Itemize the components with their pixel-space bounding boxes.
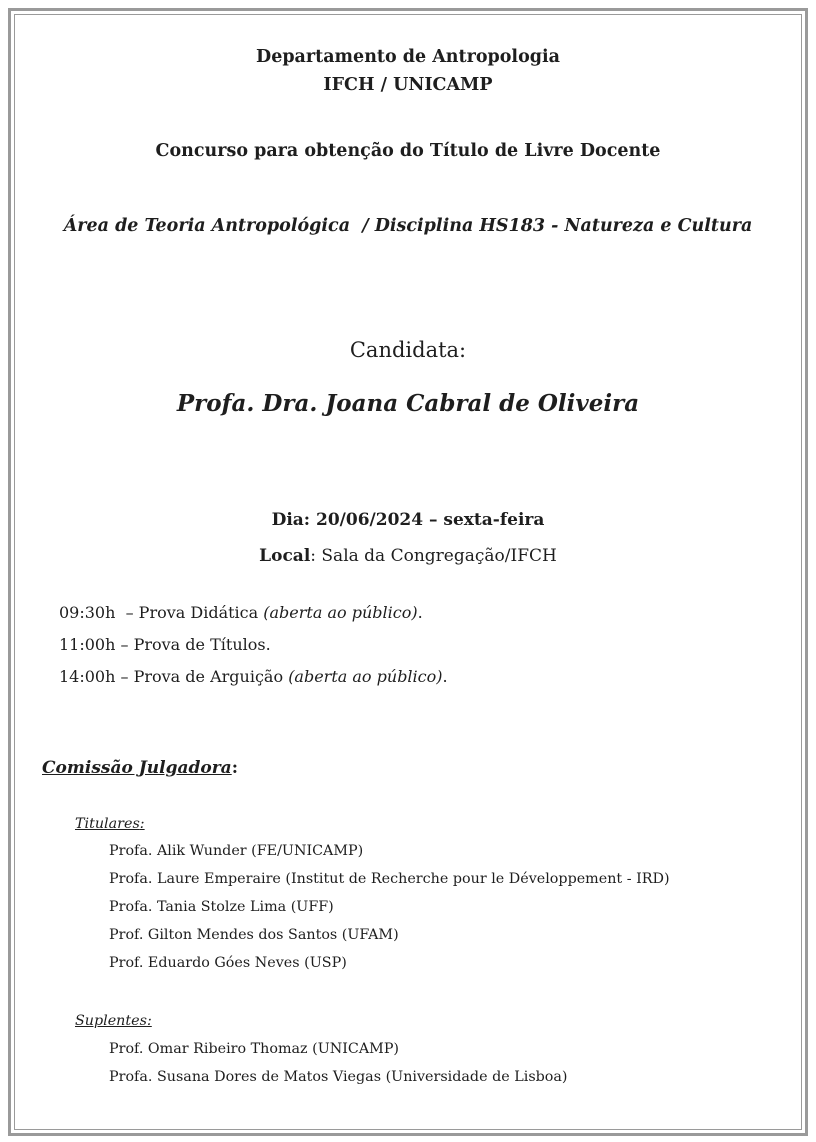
schedule-item [59, 603, 423, 622]
list-item: Prof. Eduardo Góes Neves (USP) [109, 955, 347, 971]
candidate-name: Profa. Dra. Joana Cabral de Oliveira [176, 390, 640, 417]
suplentes-label: Suplentes: [75, 1013, 152, 1029]
list-item: Profa. Susana Dores de Matos Viegas (Universidade de Lisboa) [109, 1069, 568, 1085]
list-item: Profa. Alik Wunder (FE/UNICAMP) [109, 843, 364, 859]
committee-colon: : [231, 758, 238, 778]
committee-heading [42, 758, 238, 778]
department-title: Departamento de Antropologia [256, 47, 560, 67]
suplentes-label-text: Suplentes [75, 1013, 147, 1029]
candidate-label: Candidata: [349, 338, 467, 362]
list-item: Profa. Tania Stolze Lima (UFF) [109, 899, 334, 915]
schedule-time: 09:30h [59, 603, 121, 622]
list-item: Profa. Laure Emperaire (Institut de Recherche pour le Développement - IRD) [109, 871, 670, 887]
schedule-item [59, 667, 448, 686]
list-item: Prof. Omar Ribeiro Thomaz (UNICAMP) [109, 1041, 400, 1057]
committee-title: Comissão Julgadora [42, 758, 232, 778]
schedule-item [59, 635, 271, 654]
event-date: Dia: 20/06/2024 – sexta-feira [271, 510, 545, 530]
schedule-text: – Prova de Títulos. [115, 635, 271, 654]
schedule-time: 14:00h [59, 667, 116, 686]
schedule-end: . [442, 667, 448, 686]
schedule-text: – Prova Didática [120, 603, 264, 622]
location-label: Local [259, 546, 311, 566]
contest-title: Concurso para obtenção do Título de Livre Docente [155, 141, 661, 161]
list-item: Prof. Gilton Mendes dos Santos (UFAM) [109, 927, 399, 943]
institution-title: IFCH / UNICAMP [323, 75, 493, 95]
schedule-text: – Prova de Arguição [115, 667, 289, 686]
schedule-note: (aberta ao público) [288, 667, 443, 686]
titulares-label-text: Titulares [75, 816, 140, 832]
area-discipline: Área de Teoria Antropológica / Disciplina HS183 - Natureza e Cultura [63, 216, 753, 236]
titulares-label: Titulares: [75, 816, 145, 832]
schedule-time: 11:00h [59, 635, 116, 654]
event-location [0, 546, 816, 566]
location-value: : Sala da Congregação/IFCH [310, 546, 557, 566]
schedule-end: . [417, 603, 423, 622]
schedule-note: (aberta ao público) [263, 603, 418, 622]
